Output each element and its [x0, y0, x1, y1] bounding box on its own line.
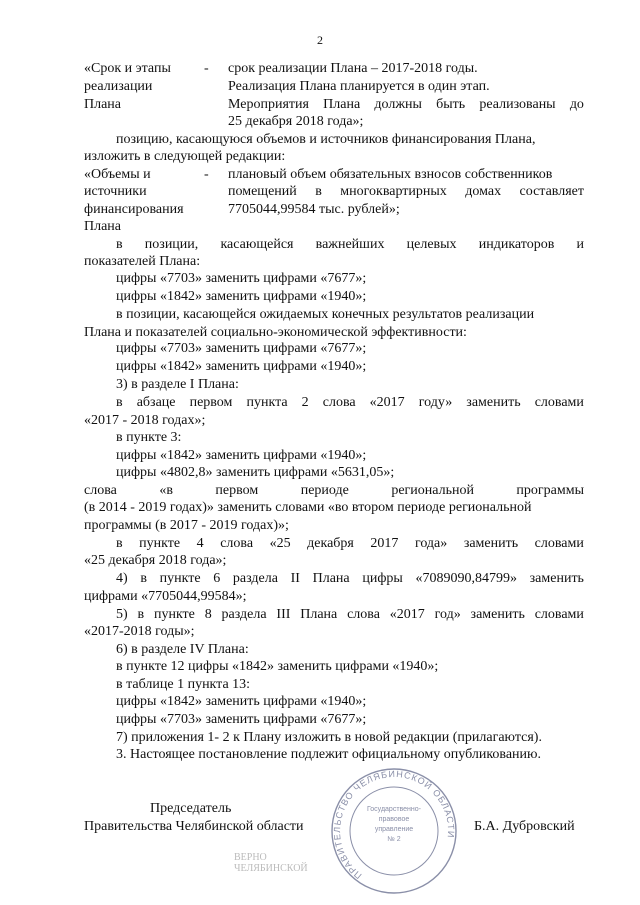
word: 2	[301, 395, 309, 410]
word: до	[569, 97, 584, 112]
body-line	[116, 236, 584, 253]
word: в	[137, 607, 145, 622]
word: 5)	[116, 607, 128, 622]
word: году»	[418, 395, 453, 410]
word: слова	[322, 395, 356, 410]
body-line: (в 2014 - 2019 годах)» заменить словами «во втором периоде региональной	[84, 500, 532, 515]
body-line: программы (в 2017 - 2019 годах)»;	[84, 518, 289, 533]
word: III	[276, 607, 291, 622]
signatory-title-1: Председатель	[150, 801, 232, 816]
word: пункта	[246, 395, 288, 410]
body-line	[116, 535, 584, 552]
block2-dash: -	[204, 167, 209, 182]
body-line: цифры «4802,8» заменить цифрами «5631,05»;	[116, 465, 395, 480]
word: индикаторов	[478, 237, 555, 252]
body-line: в таблице 1 пункта 13:	[116, 677, 251, 692]
word: целевых	[406, 237, 457, 252]
body-line: цифры «7703» заменить цифрами «7677»;	[116, 341, 367, 356]
word: пункте	[153, 607, 195, 622]
word: позиции,	[144, 237, 199, 252]
block1-right-3	[228, 96, 584, 113]
body-line	[116, 394, 584, 411]
word: пункте	[139, 536, 181, 551]
official-stamp	[318, 765, 470, 897]
word: заменить	[529, 571, 584, 586]
word: «25	[269, 536, 291, 551]
para-position-obem: позицию, касающуюся объемов и источников финансирования Плана,	[116, 132, 536, 147]
word: должны	[374, 97, 422, 112]
block1-left-1: «Срок и этапы	[84, 61, 171, 76]
body-line: цифры «7703» заменить цифрами «7677»;	[116, 712, 367, 727]
word: II	[290, 571, 300, 586]
block2-left-2: источники	[84, 184, 147, 199]
body-line: цифры «1842» заменить цифрами «1940»;	[116, 359, 367, 374]
word: словами	[534, 607, 584, 622]
word: год»	[434, 607, 461, 622]
word: помещений	[228, 184, 297, 199]
body-line: цифры «1842» заменить цифрами «1940»;	[116, 694, 367, 709]
body-line: цифры «7703» заменить цифрами «7677»;	[116, 271, 367, 286]
word: Плана	[300, 607, 338, 622]
word: «в	[159, 483, 173, 498]
word: 8	[204, 607, 212, 622]
stamp-center-4: № 2	[387, 836, 401, 843]
word: цифры	[362, 571, 403, 586]
word: 4	[196, 536, 204, 551]
word: абзаце	[136, 395, 176, 410]
word: программы	[516, 483, 584, 498]
word: первом	[189, 395, 233, 410]
word: касающейся	[220, 237, 294, 252]
word: первом	[215, 483, 259, 498]
body-line: «2017-2018 годы»;	[84, 624, 195, 639]
word: заменить	[466, 395, 521, 410]
body-line	[116, 606, 584, 623]
word: раздела	[221, 607, 267, 622]
word: 6	[213, 571, 221, 586]
word: заменить	[470, 607, 525, 622]
word: слова	[220, 536, 254, 551]
body-line: 6) в разделе IV Плана:	[116, 642, 249, 657]
word: заменить	[463, 536, 519, 551]
body-line: «2017 - 2018 годах»;	[84, 413, 206, 428]
word: быть	[436, 97, 466, 112]
word: и	[576, 237, 584, 252]
block2-left-1: «Объемы и	[84, 167, 151, 182]
body-line	[116, 570, 584, 587]
faint-copy-mark	[234, 852, 308, 874]
word: важнейших	[315, 237, 385, 252]
block2-right-1: плановый объем обязательных взносов собственников	[228, 167, 553, 182]
word: «7089090,84799»	[415, 571, 517, 586]
body-line: показателей Плана:	[84, 254, 201, 269]
block2-left-4: Плана	[84, 219, 122, 234]
word: Плана	[323, 97, 361, 112]
word: «2017	[389, 607, 425, 622]
word: 4)	[116, 571, 128, 586]
word: периоде	[300, 483, 349, 498]
word: в	[140, 571, 147, 586]
stamp-center-2: правовое	[378, 816, 410, 823]
body-line: цифрами «7705044,99584»;	[84, 589, 247, 604]
body-line: Плана и показателей социально-экономической эффективности:	[84, 325, 467, 340]
stamp-ring-text: ПРАВИТЕЛЬСТВО ЧЕЛЯБИНСКОЙ ОБЛАСТИ	[331, 768, 457, 881]
faint-line-2: ЧЕЛЯБИНСКОЙ	[234, 863, 308, 874]
page-number: 2	[317, 33, 323, 47]
block2-right-3: 7705044,99584 тыс. рублей»;	[228, 202, 400, 217]
word: Плана	[312, 571, 350, 586]
word: реализованы	[479, 97, 556, 112]
word: в	[116, 536, 123, 551]
word: пункте	[159, 571, 201, 586]
body-line: в пункте 12 цифры «1842» заменить цифрами «1940»;	[116, 659, 439, 674]
word: словами	[534, 536, 584, 551]
faint-line-1: ВЕРНО	[234, 852, 267, 863]
body-line	[84, 482, 584, 499]
block1-dash: -	[204, 61, 209, 76]
body-line: в пункте 3:	[116, 430, 182, 445]
block1-right-2: Реализация Плана планируется в один этап.	[228, 79, 490, 94]
stamp-center-3: управление	[374, 826, 414, 833]
block1-left-2: реализации	[84, 79, 153, 94]
block1-right-1: срок реализации Плана – 2017-2018 годы.	[228, 61, 478, 76]
block2-left-3: финансирования	[84, 202, 184, 217]
word: декабря	[307, 536, 354, 551]
body-line: цифры «1842» заменить цифрами «1940»;	[116, 448, 367, 463]
word: многоквартирных	[340, 184, 447, 199]
word: Мероприятия	[228, 97, 309, 112]
word: домах	[465, 184, 502, 199]
word: слова	[84, 483, 117, 498]
stamp-center-1: Государственно-	[366, 806, 422, 813]
body-line: «25 декабря 2018 года»;	[84, 553, 227, 568]
word: раздела	[232, 571, 278, 586]
word: 2017	[370, 536, 399, 551]
block1-right-4: 25 декабря 2018 года»;	[228, 114, 364, 129]
signatory-name: Б.А. Дубровский	[474, 819, 575, 834]
block2-right-2	[228, 183, 584, 200]
word: в	[116, 237, 123, 252]
body-line: цифры «1842» заменить цифрами «1940»;	[116, 289, 367, 304]
word: года»	[414, 536, 448, 551]
word: в	[116, 395, 123, 410]
body-line: 3. Настоящее постановление подлежит официальному опубликованию.	[116, 747, 541, 762]
body-line: 3) в разделе I Плана:	[116, 377, 239, 392]
block1-left-3: Плана	[84, 97, 122, 112]
word: региональной	[391, 483, 474, 498]
body-line: 7) приложения 1- 2 к Плану изложить в новой редакции (прилагаются).	[116, 730, 542, 745]
word: «2017	[369, 395, 405, 410]
para-izlozhit: изложить в следующей редакции:	[84, 149, 286, 164]
word: составляет	[519, 184, 584, 199]
word: словами	[534, 395, 584, 410]
word: слова	[347, 607, 380, 622]
word: в	[315, 184, 322, 199]
body-line: в позиции, касающейся ожидаемых конечных результатов реализации	[116, 307, 535, 322]
signatory-title-2: Правительства Челябинской области	[84, 819, 304, 834]
